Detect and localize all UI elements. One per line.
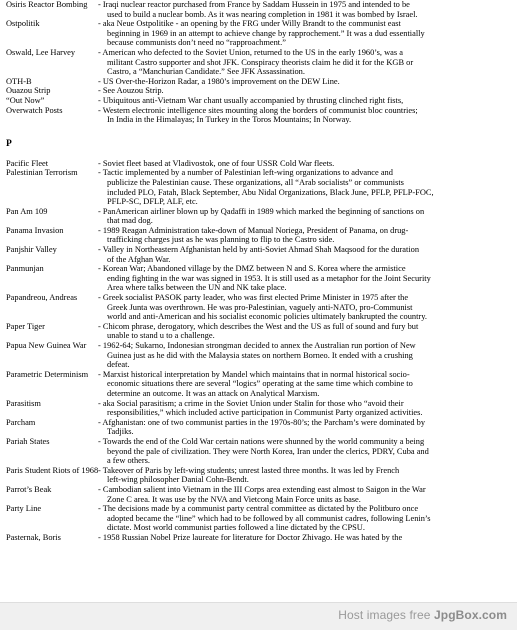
glossary-term: Parametric Determinism [6,369,89,379]
glossary-definition [96,86,510,96]
definition-line: beginning in 1969 in an attempt to achieve change by rapprochement.” It was a dud essentially [107,28,425,38]
definition-line: included PLO, Fatah, Black September, Abu Nidal Organizations, Black June, PFLP, PFLP-FOC, [107,187,434,197]
definition-line: trafficking charges just as he was planning to flip to the Castro side. [107,235,335,245]
definition-line: a few others. [107,456,151,466]
glossary-entry [6,245,510,264]
glossary-term: Pan Am 109 [6,206,48,216]
glossary-definition [96,106,510,125]
definition-line: - Iraqi nuclear reactor purchased from France by Saddam Hussein in 1975 and intended to be [98,0,410,9]
footer-watermark [338,608,507,622]
glossary-entry [6,168,510,206]
glossary-term: Pasternak, Boris [6,532,61,542]
definition-line: - Soviet fleet based at Vladivostok, one of four USSR Cold War fleets. [98,158,335,168]
definition-line: dictate. Most world communist parties followed a line dictated by the CPSU. [107,523,365,533]
definition-line: left-wing philosopher Danial Cohn-Bendt. [107,475,249,485]
glossary-definition [96,245,510,264]
definition-line: - PanAmerican airliner blown up by Qadaffi in 1989 which marked the beginning of sanctions on [98,206,425,216]
glossary-term: Papua New Guinea War [6,341,87,350]
definition-line: determine an outcome. It was an attack on Analytical Marxism. [107,388,320,398]
glossary-term: Pacific Fleet [6,158,49,168]
glossary-definition [96,77,510,87]
definition-line: - 1962-64; Sukarno, Indonesian strongman decided to annex the Australian run portion of New [98,341,416,350]
glossary-term: Pariah States [6,436,50,446]
definition-line: PFLP-SC, DFLP, ALF, etc. [107,197,198,207]
definition-line: ending fighting in the war was signed in 1953. It is still used as a metaphor for the Joint Security [107,273,431,283]
definition-line: - Western electronic intelligence sites mounting along the borders of communist bloc countries; [98,105,418,115]
glossary-entry [6,264,510,293]
glossary-term: Papandreou, Andreas [6,293,78,303]
glossary-definition [96,168,510,206]
glossary-term: Palestinian Terrorism [6,168,78,178]
image-host-footer [0,602,517,630]
glossary-term: Panjshir Valley [6,245,57,255]
definition-line: - The decisions made by a communist party central committee as dictated by the Politburo once [98,504,419,514]
glossary-term: Panama Invasion [6,225,64,235]
definition-line: - Marxist historical interpretation by Mandel which maintains that in normal historical socio- [98,369,410,379]
glossary-definition [96,485,510,504]
glossary-entry [6,485,510,504]
glossary-entry [6,466,510,485]
glossary-entry [6,341,510,370]
definition-line: Castro, a “Manchurian Candidate.” See JFK Assassination. [107,67,305,77]
glossary-term: Parrot’s Beak [6,484,52,494]
glossary-definition [96,370,510,399]
glossary-term: Osiris Reactor Bombing [6,0,88,9]
glossary-term: Parasitism [6,398,41,408]
definition-line: militant Castro supporter and shot JFK. Conspiracy theorists claim he did it for the KGB or [107,57,414,67]
definition-line: used to build a nuclear bomb. As it was nearing completion in 1981 it was bombed by Israel. [107,9,418,19]
glossary-definition [96,159,510,169]
glossary-definition [96,207,510,226]
definition-line: Guinea just as he did with the Malaysia states on northern Borneo. It ended with a crushing [107,350,413,360]
definition-line: - Korean War; Abandoned village by the DMZ between N and S. Korea where the armistice [98,264,406,274]
glossary-entry [6,370,510,399]
glossary-definition [96,341,510,370]
glossary-term: Overwatch Posts [6,105,63,115]
glossary-term: “Out Now” [6,95,45,105]
glossary-entry [6,0,510,19]
glossary-entry [6,96,510,106]
glossary-entry [6,106,510,125]
glossary-entry [6,86,510,96]
definition-line: beyond the pale of civilization. They were North Korea, Iran under the clerics, PDRY, Cuba and [107,446,429,456]
glossary-definition [96,466,510,485]
glossary-entry [6,226,510,245]
definition-line: - Valley in Northeastern Afghanistan held by anti-Soviet Ahmad Shah Maqsood for the duration [98,245,420,255]
glossary-definition [96,293,510,322]
glossary-term: OTH-B [6,76,32,86]
p-section-entries [0,159,510,543]
glossary-definition [96,0,510,19]
glossary-definition [96,226,510,245]
glossary-definition [96,48,510,77]
definition-line: - 1958 Russian Nobel Prize laureate for literature for Doctor Zhivago. He was hated by the [98,532,403,542]
definition-line: - Afghanistan: one of two communist parties in the 1970s-80’s; the Parcham’s were dominated by [98,417,426,427]
definition-line: - Tactic implemented by a number of Palestinian left-wing organizations to advance and [98,168,393,178]
definition-line: responsibilities,” which included active participation in Communist Party organized activities. [107,408,423,418]
glossary-entry [6,19,510,48]
definition-line: - Chicom phrase, derogatory, which describes the West and the US as full of sound and fury but [98,321,419,331]
glossary-definition [96,264,510,293]
definition-line: economic situations there are several “logics” operating at the same time which combine to [107,379,413,389]
glossary-entry [6,293,510,322]
definition-line: Tadjiks. [107,427,134,437]
definition-line: unable to stand u to a challenge. [107,331,215,341]
definition-line: Zone C area. It was use by the NVA and Vietcong Main Force units as base. [107,494,361,504]
glossary-term: Party Line [6,504,42,514]
glossary-definition [96,504,510,533]
definition-line: - US Over-the-Horizon Radar, a 1980’s improvement on the DEW Line. [98,76,340,86]
footer-prefix: Host images free [338,608,434,622]
glossary-entry [6,159,510,169]
definition-line: - aka Neue Ostpolitike - an opening by the FRG under Willy Brandt to the communist east [98,19,401,29]
definition-line: of the Afghan War. [107,254,171,264]
definition-line: - Ubiquitous anti-Vietnam War chant usually accompanied by thrusting clinched right fists, [98,95,404,105]
definition-line: - See Aouzou Strip. [98,86,164,96]
glossary-term: Oswald, Lee Harvey [6,47,76,57]
glossary-entry [6,207,510,226]
o-section-entries [0,0,510,125]
footer-brand: JpgBox.com [433,608,507,622]
section-letter-heading: P [6,138,12,149]
glossary-term: Paris Student Riots of 1968 [6,465,99,475]
glossary-entry [6,48,510,77]
glossary-definition [96,533,510,543]
definition-line: that mad dog. [107,216,153,226]
glossary-definition [96,19,510,48]
definition-line: adopted became the “line” which had to be followed by all communist cadres, following Lenin’s [107,513,431,523]
glossary-definition [96,96,510,106]
glossary-entry [6,322,510,341]
glossary-definition [96,399,510,418]
glossary-entry [6,504,510,533]
glossary-term: Ostpolitik [6,19,40,29]
definition-line: - 1989 Reagan Administration take-down of Manual Noriega, President of Panama, on drug- [98,225,409,235]
definition-line: - Cambodian salient into Vietnam in the III Corps area extending east almost to Saigon in the War [98,484,426,494]
definition-line: Greek Junta was overthrown. He was pro-Palestinian, vaguely anti-NATO, pro-Communist [107,302,413,312]
definition-line: because communists don’t need no “rapproachment.” [107,38,286,48]
glossary-entry [6,77,510,87]
glossary-entry [6,418,510,437]
glossary-entry [6,533,510,543]
definition-line: world and anti-American and his socialist economic policies ultimately bankrupted the country. [107,312,427,322]
definition-line: - American who defected to the Soviet Union, returned to the US in the early 1960’s, was a [98,47,403,57]
glossary-term: Ouazou Strip [6,86,51,96]
glossary-definition [96,418,510,437]
definition-line: - aka Social parasitism; a crime in the Soviet Union under Stalin for those who “avoid their [98,398,404,408]
definition-line: defeat. [107,360,130,370]
definition-line: publicize the Palestinian cause. These organizations, all “Arab socialists” or communists [107,177,404,187]
glossary-definition [96,437,510,466]
glossary-term: Panmunjan [6,264,44,274]
glossary-entry [6,399,510,418]
glossary-definition [96,322,510,341]
definition-line: - Greek socialist PASOK party leader, who was first elected Prime Minister in 1975 after the [98,293,409,303]
definition-line: In India in the Himalayas; In Turkey in the Toros Mountains; In Norway. [107,115,352,125]
definition-line: - Takeover of Paris by left-wing students; unrest lasted three months. It was led by French [98,465,400,475]
glossary-entry [6,437,510,466]
glossary-term: Paper Tiger [6,321,45,331]
definition-line: - Towards the end of the Cold War certain nations were shunned by the world community a being [98,436,425,446]
definition-line: Area where talks between the UN and NK take place. [107,283,287,293]
glossary-term: Parcham [6,417,36,427]
